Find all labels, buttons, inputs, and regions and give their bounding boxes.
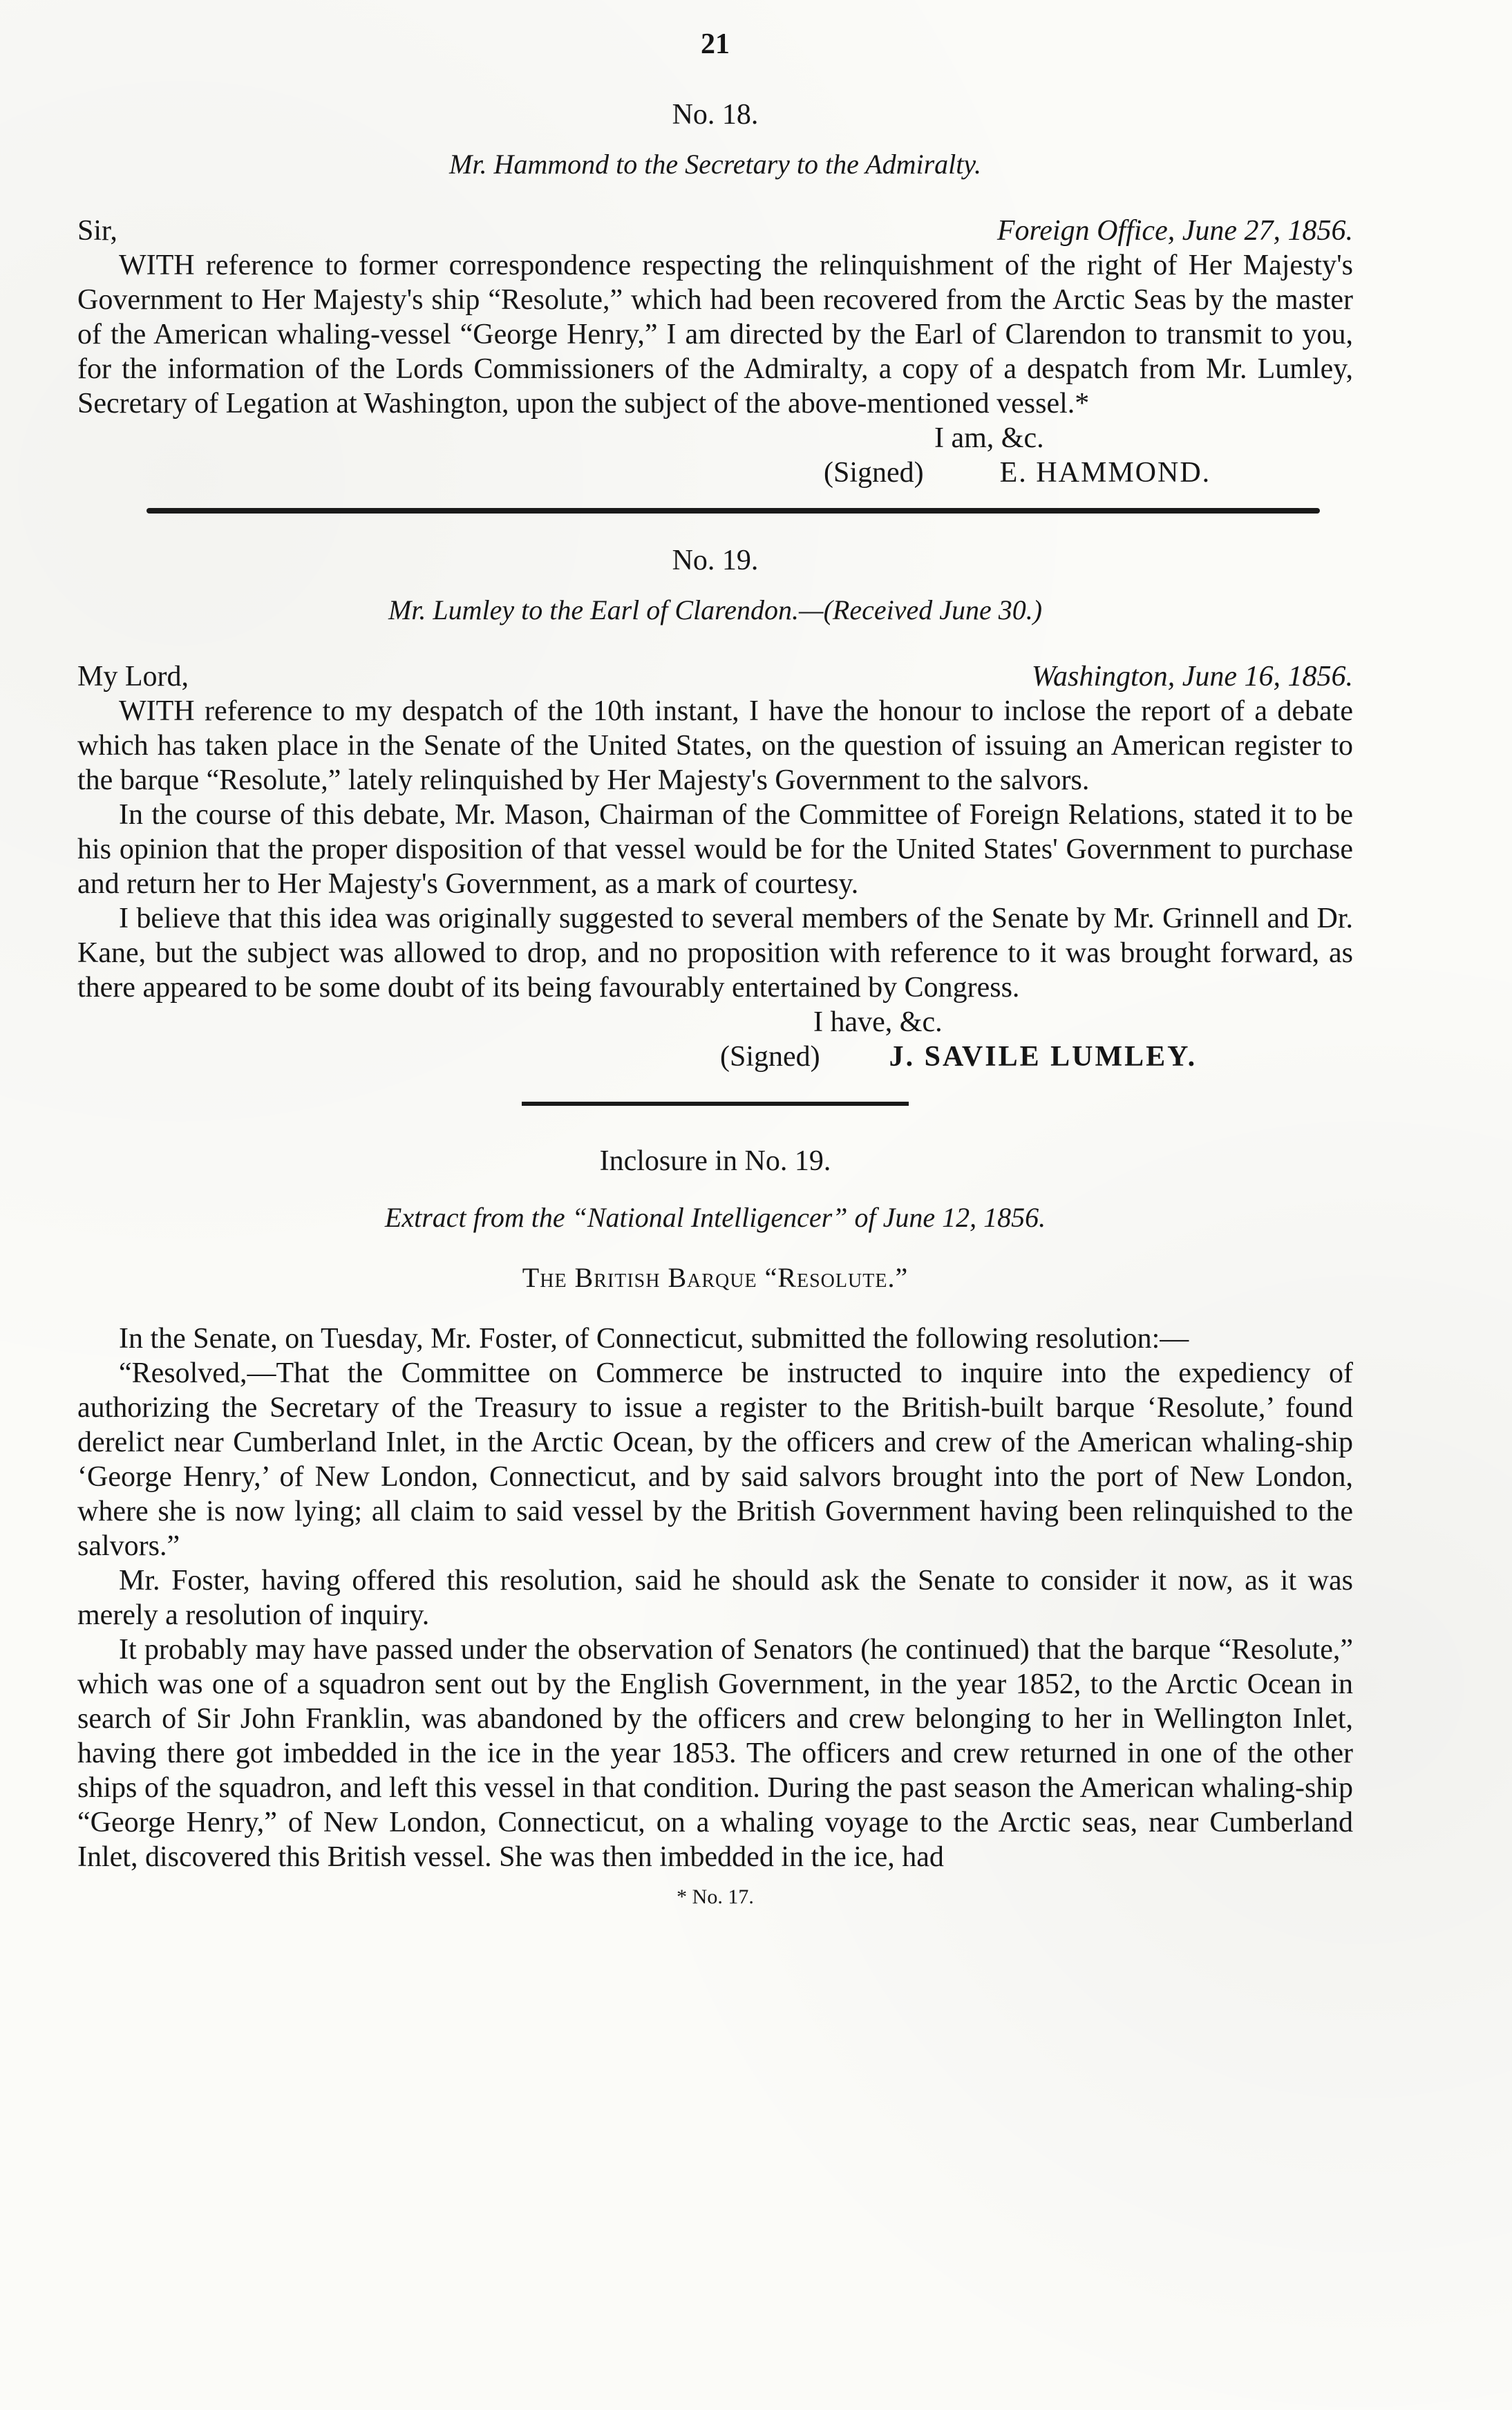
salutation-row xyxy=(77,214,1353,248)
page-number: 21 xyxy=(701,28,730,60)
salutation: Sir, xyxy=(77,215,117,247)
closing-phrase: I have, &c. xyxy=(813,1006,943,1038)
despatch-number: No. 19. xyxy=(672,545,759,576)
closing-block xyxy=(77,421,1353,490)
despatch-no-18 xyxy=(77,98,1353,490)
despatch-body: WITH reference to former correspondence respecting the relinquishment of the right of Her Majesty's Government to Her Majesty's ship “Resolute,” which had been recovered from the Arctic Seas by the master of the American whaling-vessel “George Henry,” I am directed by the Earl of Clarendon to transmit to you, for the information of the Lords Commissioners of the Admiralty, a copy of a despatch from Mr. Lumley, Secretary of Legation at Washington, upon the subject of the above-mentioned vessel.* xyxy=(77,250,1353,420)
signature: J. SAVILE LUMLEY. xyxy=(889,1041,1198,1073)
article-paragraph: It probably may have passed under the observation of Senators (he continued) that the barque “Resolute,” which was one of a squadron sent out by the English Government, in the year 1852, to the Arctic Ocean in search of Sir John Franklin, was abandoned by the officers and crew belonging to her in Wellington Inlet, having there got imbedded in the ice in the year 1853. The officers and crew returned in one of the other ships of the squadron, and left this vessel in that condition. During the past season the American whaling-ship “George Henry,” of New London, Connecticut, on a whaling voyage to the Arctic seas, near Cumberland Inlet, discovered this British vessel. She was then imbedded in the ice, had xyxy=(77,1634,1353,1873)
section-divider xyxy=(147,508,1320,514)
despatch-heading: Mr. Lumley to the Earl of Clarendon.—(Received June 30.) xyxy=(388,594,1043,625)
closing-block xyxy=(77,1005,1353,1074)
extract-heading: Extract from the “National Intelligencer” of June 12, 1856. xyxy=(384,1202,1046,1233)
inclosure-title: Inclosure in No. 19. xyxy=(599,1145,831,1177)
footnote: * No. 17. xyxy=(677,1885,754,1908)
signature-line xyxy=(77,1039,1353,1074)
signed-label: (Signed) xyxy=(824,457,924,489)
salutation: My Lord, xyxy=(77,661,189,693)
article-paragraph: Mr. Foster, having offered this resolution, said he should ask the Senate to consider it now, as it was merely a resolution of inquiry. xyxy=(77,1565,1353,1631)
despatch-paragraph: In the course of this debate, Mr. Mason, Chairman of the Committee of Foreign Relations, stated it to be his opinion that the proper disposition of that vessel would be for the United States' Government to purchase and return her to Her Majesty's Government, as a mark of courtesy. xyxy=(77,799,1353,900)
despatch-paragraph: I believe that this idea was originally suggested to several members of the Senate by Mr. Grinnell and Dr. Kane, but the subject was allowed to drop, and no proposition with reference to it was brought forward, as there appeared to be some doubt of its being favourably entertained by Congress. xyxy=(77,903,1353,1004)
despatch-heading: Mr. Hammond to the Secretary to the Admiralty. xyxy=(449,149,981,180)
place-date: Washington, June 16, 1856. xyxy=(1031,661,1353,693)
article-paragraph: In the Senate, on Tuesday, Mr. Foster, of Connecticut, submitted the following resolution:— xyxy=(119,1323,1189,1355)
despatch-paragraph: WITH reference to my despatch of the 10th instant, I have the honour to inclose the report of a debate which has taken place in the Senate of the United States, on the question of issuing an American register to the barque “Resolute,” lately relinquished by Her Majesty's Government to the salvors. xyxy=(77,695,1353,796)
signature-line xyxy=(77,455,1353,490)
article-paragraph: “Resolved,—That the Committee on Commerce be instructed to inquire into the expediency of authorizing the Secretary of the Treasury to issue a register to the British-built barque ‘Resolute,’ found derelict near Cumberland Inlet, in the Arctic Ocean, by the officers and crew of the American whaling-ship ‘George Henry,’ of New London, Connecticut, and by said salvors brought into the port of New London, where she is now lying; all claim to said vessel by the British Government having been relinquished to the salvors.” xyxy=(77,1357,1353,1562)
signed-label: (Signed) xyxy=(720,1041,820,1073)
place-date: Foreign Office, June 27, 1856. xyxy=(996,215,1353,247)
closing-phrase: I am, &c. xyxy=(934,422,1044,454)
article-subheading: The British Barque “Resolute.” xyxy=(522,1262,909,1293)
section-divider xyxy=(522,1102,909,1106)
inclosure-section xyxy=(77,1145,1353,1874)
despatch-number: No. 18. xyxy=(672,99,759,131)
signature: E. HAMMOND. xyxy=(999,457,1211,489)
salutation-row xyxy=(77,659,1353,694)
despatch-no-19 xyxy=(77,544,1353,1074)
